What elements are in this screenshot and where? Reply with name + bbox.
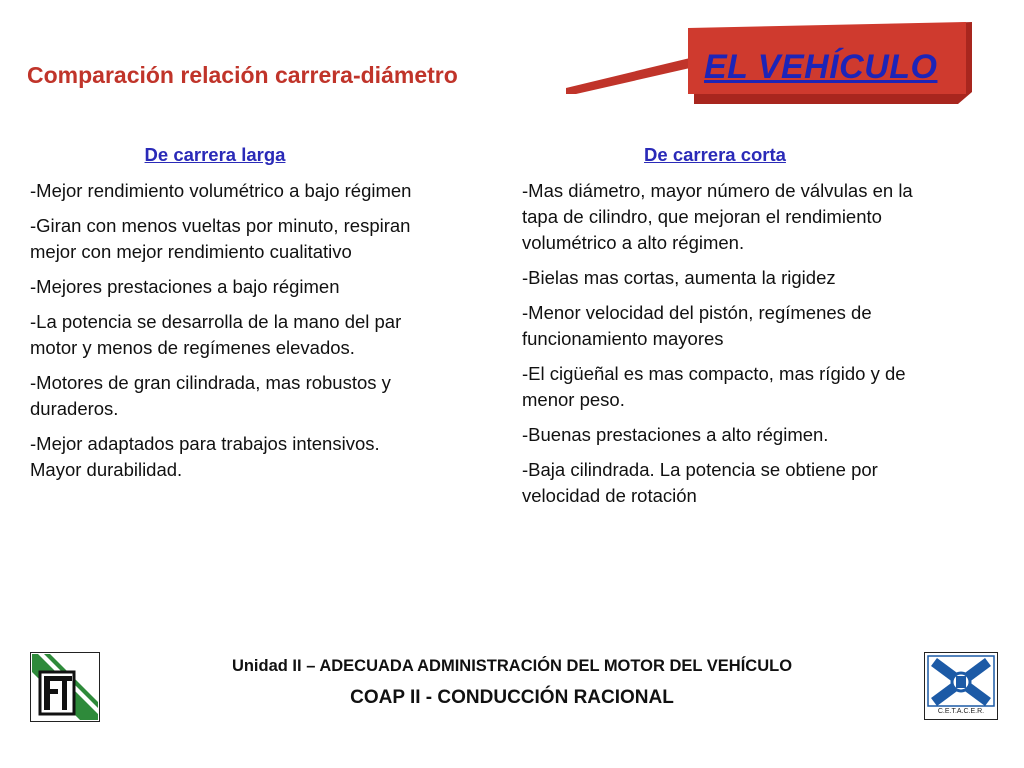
left-item: -Giran con menos vueltas por minuto, respiran mejor con mejor rendimiento cualitativo [30,215,411,262]
left-item: -Motores de gran cilindrada, mas robustos y duraderos. [30,372,391,419]
cetacer-logo [924,652,998,720]
left-item: -Mejor rendimiento volumétrico a bajo régimen [30,180,412,201]
left-item: -Mejores prestaciones a bajo régimen [30,276,340,297]
page-subtitle: Comparación relación carrera-diámetro [27,62,458,88]
right-item: -El cigüeñal es mas compacto, mas rígido y de menor peso. [522,363,906,410]
right-item: -Buenas prestaciones a alto régimen. [522,424,829,445]
right-item: -Bielas mas cortas, aumenta la rigidez [522,267,836,288]
right-column [522,140,932,518]
footer-unit [0,657,1024,676]
left-column-title: De carrera larga [144,144,286,165]
right-item: -Baja cilindrada. La potencia se obtiene por velocidad de rotación [522,459,878,506]
right-item: -Mas diámetro, mayor número de válvulas en la tapa de cilindro, que mejoran el rendimiento volumétrico a alto régimen. [522,180,913,253]
footer-course: COAP II - CONDUCCIÓN RACIONAL [350,687,674,708]
title-banner [688,22,972,104]
left-column [30,140,430,492]
header-red-line [566,58,690,94]
left-item: -Mejor adaptados para trabajos intensivos. Mayor durabilidad. [30,433,380,480]
footer-unit-text: ADECUADA ADMINISTRACIÓN DEL MOTOR DEL VEHÍCULO [319,657,793,675]
footer-unit-prefix: Unidad II – [231,657,320,675]
right-item: -Menor velocidad del pistón, regímenes de funcionamiento mayores [522,302,872,349]
left-item: -La potencia se desarrolla de la mano del par motor y menos de regímenes elevados. [30,311,402,358]
cetacer-logo-text: C.E.T.A.C.E.R. [937,708,985,715]
banner-title: EL VEHÍCULO [704,48,938,86]
right-column-title: De carrera corta [644,144,786,165]
